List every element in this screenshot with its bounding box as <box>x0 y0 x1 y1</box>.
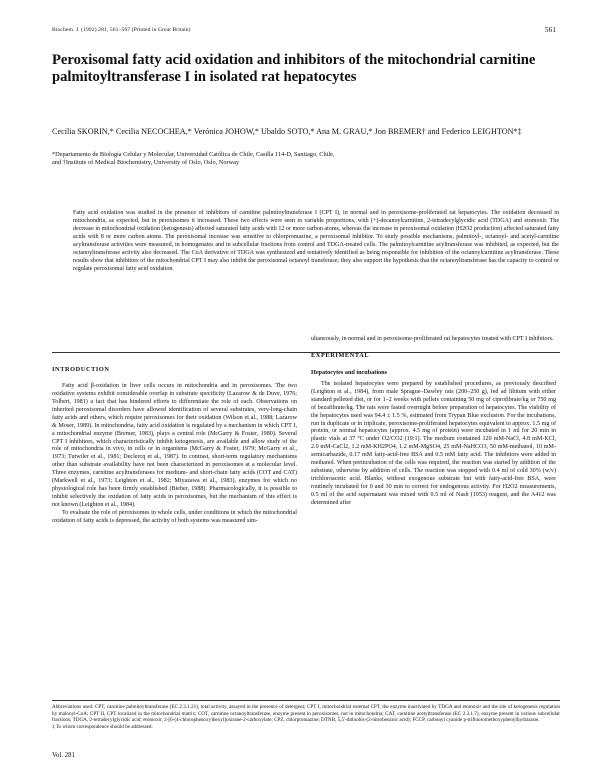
body-paragraph: Fatty acid β-oxidation in liver cells occurs in mitochondria and in peroxisomes. The two oxidative systems exhibit considerable overlap in substrate specificity (Lazarow & de Duve, 1976; Tolbert, 1981) a fact that has hindered efforts to differentiate the role of each. Observations on inherited peroxisomal disorders have allowed identification of several substrates, very-long-chain fatty acids and others, which require peroxisomes for their oxidation (Wilson et al., 1988; Lazarow & Moser, 1989). In mitochondria, fatty acid oxidation is regulated by a mechanism in which CPT I, a mitochondrial enzyme (Bremer, 1983), plays a central role (McGarry & Foster, 1980). Several CPT I inhibitors, which characteristically inhibit ketogenesis, are available and allow study of the role of mitochondria in vivo, in cells or in organisms (McGarry & Foster, 1979; McGarry et al., 1973; Tutwiler et al., 1981; Declercq et al., 1987). In contrast, short-term regulatory mechanisms other than substrate availability have not been characterized in peroxisomes at a molecular level. Three enzymes, carnitine acyltransferases for medium- and short-chain fatty acids (COT and CAT) (Markwell et al., 1973; Leighton et al., 1982; Miyazawa et al., 1983), enzymes for which no physiological role has been firmly established (Bieber, 1988). Pharmacologically, it is possible to inhibit selectively the oxidation of fatty acids in peroxisomes, but the mechanism of this effect is not known (Leighton et al., 1984). <box>52 382 297 508</box>
body-paragraph: The isolated hepatocytes were prepared by established procedures, as previously described (Leighton et al., 1984), from male Sprague–Dawley rats (200–250 g), fed ad libitum with either standard pelleted diet, or for 1–2 weeks with pellets containing 50 mg of ciprofibrate/kg or 750 mg of bezafibrate/kg. The rats were fasted overnight before preparation of hepatocytes. The viability of the hepatocytes used was 94.4 ± 1.5 %, estimated from Trypan Blue exclusion. For the incubations, run in duplicate or in triplicate, peroxisome-proliferated hepatocytes equivalent to approx. 1.5 mg of protein, or normal hepatocytes (approx. 4.5 mg of protein) were incubated in 1 ml for 20 min in plastic vials at 37 °C under O2/CO2 (19:1). The medium contained 120 mM-NaCl, 4.8 mM-KCl, 2.0 mM-CaCl2, 1.2 mM-KH2PO4, 1.2 mM-MgSO4, 25 mM-NaHCO3, 50 mM-methanol, 10 mM-semicarbazide, 0.17 mM fatty-acid-free BSA and 0.5 mM fatty acid. The inhibitors were added in methanol. When preincubation of the cells was required, the reaction was started by addition of the substrate, otherwise by addition of cells. The reaction was stopped with 0.4 ml of cold 30% (w/v) trichloroacetic acid. Blanks, without exogenous substrate but with fatty-acid-free BSA, were routinely incubated for 0 and 30 min to correct for endogenous activity. For H2O2 measurements, 0.5 ml of the acid supernatant was mixed with 0.5 ml of Nash (1953) reagent, and the A412 was determined after <box>311 380 556 506</box>
volume-footer: Vol. 281 <box>52 752 75 759</box>
body-paragraph: To evaluate the role of peroxisomes in whole cells, under conditions in which the mitochondrial oxidation of fatty acids is depressed, the activity of both systems was measured sim- <box>52 509 297 524</box>
abstract: Fatty acid oxidation was studied in the presence of inhibitors of carnitine palmitoyltransferase I (CPT I), in normal and in peroxisome-proliferated rat hepatocytes. The oxidation decreased in mitochondria, as expected, but in peroxisomes it increased. These two effects were seen in variable proportions, with (+)-decanoylcarnitine, 2-tetradecylglycidic acid (TDGA) and etomoxir. The decrease in mitochondrial oxidation (ketogenesis) affected saturated fatty acids with 12 or more carbon atoms, whereas the increase in peroxisomal oxidation (H2O2 production) affected saturated fatty acids with 8 or more carbon atoms. The peroxisomal increase was sensitive to chlorpromazine, a peroxisomal inhibitor. To study possible mechanisms, palmitoyl-, octanoyl- and acetyl-carnitine acyltransferase activities were measured, in homogenates and in subcellular fractions from control and TDGA-treated cells. The palmitoylcarnitine acyltransferase was inhibited, as expected, but the octanoyltransferase activity also decreased. The CoA derivative of TDGA was synthesized and tentatively identified as being responsible for inhibition of the octanoylcarnitine acyltransferase. These results show that inhibitors of the mitochondrial CPT I may also inhibit the peroxisomal octanoyl transferase; they also support the hypothesis that the octanoyltransferase has the capacity to control or regulate peroxisomal fatty acid oxidation. <box>73 210 559 272</box>
footnote-correspondence: ‡ To whom correspondence should be addressed. <box>52 724 153 731</box>
subsection-heading: Hepatocytes and incubations <box>311 368 387 376</box>
journal-header: Biochem. J. (1992) 281, 561–567 (Printed in Great Britain) <box>52 27 191 33</box>
author-list: Cecilia SKORIN,* Cecilia NECOCHEA,* Verónica JOHOW,* Ubaldo SOTO,* Ana M. GRAU,* Jon BREMER† and Federico LEIGHTON*‡ <box>52 127 522 136</box>
page-number: 561 <box>544 25 556 34</box>
right-column <box>311 336 556 508</box>
section-heading-experimental: EXPERIMENTAL <box>311 351 370 359</box>
footnote-divider <box>52 700 560 701</box>
section-heading-introduction: INTRODUCTION <box>52 366 110 373</box>
body-paragraph-continuation: ultaneously, in normal and in peroxisome-proliferated rat hepatocytes treated with CPT I inhibitors. <box>311 336 554 342</box>
affiliations <box>52 151 562 168</box>
affiliation-line: and †Institute of Medical Biochemistry, University of Oslo, Oslo, Norway <box>52 159 240 167</box>
article-title: Peroxisomal fatty acid oxidation and inhibitors of the mitochondrial carnitine palmitoyltransferase I in isolated rat hepatocytes <box>52 52 536 85</box>
left-column <box>52 366 297 526</box>
affiliation-line: *Departamento de Biología Celular y Molecular, Universidad Católica de Chile, Casilla 114-D, Santiago, Chile, <box>52 151 335 158</box>
footnote-abbreviations: Abbreviations used: CPT, carnitine palmitoyltransferase (EC 2.3.1.21), total activity, assayed in the presence of detergent; CPT I, mitochondrial external CPT, the enzyme inactivated by TDGA and etomoxir and the site of ketogenesis regulation by malonyl-CoA; CPT II, CPT localized in the mitochondrial matrix; COT, carnitine octanoyltransferase, enzyme present in peroxisomes, not in mitochondria; CAT, carnitine acetyltransferase (EC 2.3.1.7), enzyme present in various subcellular fractions; TDGA, 2-tetradecylglycidic acid; etomoxir, 2-[6-(4-chlorophenoxy)hexyl]oxirane-2-carboxylate; CPZ, chlorpromazine; DTNB, 5,5'-dithiobis-(2-nitrobenzoic acid); FCCP, carbonyl cyanide p-trifluoromethoxyphenylhydrazone. <box>52 704 560 724</box>
footnotes <box>52 704 560 731</box>
